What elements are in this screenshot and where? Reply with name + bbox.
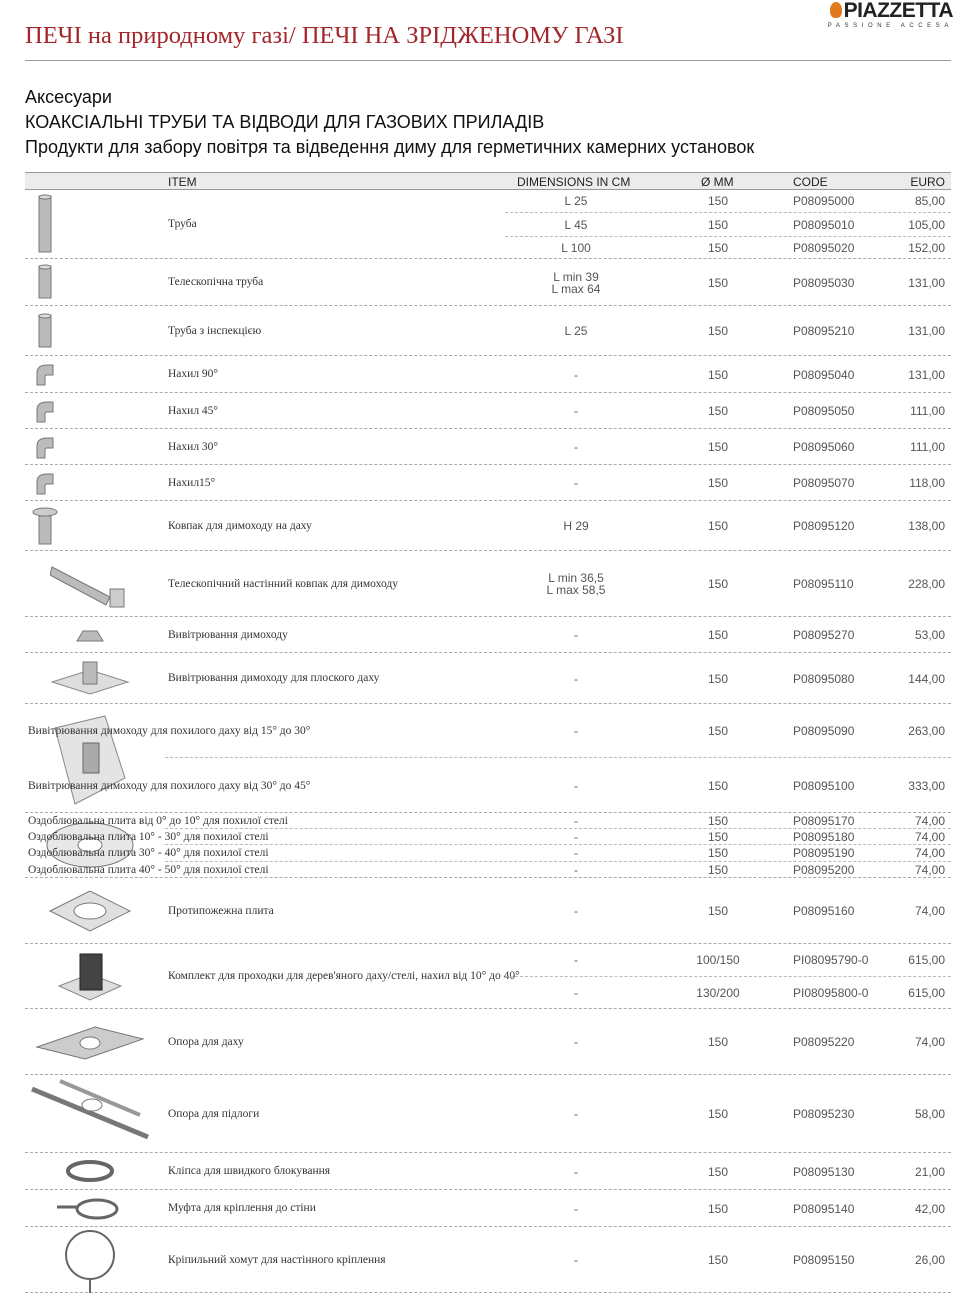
product-group bbox=[25, 704, 951, 813]
cell-dim: - bbox=[574, 1035, 578, 1049]
cell-euro: 111,00 bbox=[910, 404, 945, 418]
roof-pass-kit-icon bbox=[25, 944, 155, 1008]
cell-dim: L 100 bbox=[561, 241, 591, 255]
product-group bbox=[25, 653, 951, 704]
cell-code: P08095120 bbox=[793, 519, 855, 533]
cell-dim: L 45 bbox=[564, 217, 588, 232]
product-group bbox=[25, 356, 951, 393]
cell-name: Оздоблювальна плита 40° - 50° для похилої стелі bbox=[28, 864, 269, 876]
product-group bbox=[25, 944, 951, 1009]
cell-mm: 150 bbox=[707, 440, 729, 454]
table-row bbox=[28, 845, 951, 862]
cell-euro: 21,00 bbox=[914, 1164, 945, 1179]
product-group bbox=[25, 1075, 951, 1153]
product-name: Труба з інспекцією bbox=[168, 324, 262, 337]
cell-dim: L 25 bbox=[564, 324, 588, 338]
table-row bbox=[505, 977, 951, 1009]
cell-dim: - bbox=[574, 846, 578, 860]
table-row bbox=[505, 429, 951, 465]
cell-euro: 131,00 bbox=[908, 275, 945, 290]
cell-code: P08095040 bbox=[793, 367, 855, 382]
flat-roof-flashing-icon bbox=[25, 653, 155, 703]
cell-code: P08095090 bbox=[793, 723, 855, 738]
brand-tagline: PASSIONE ACCESA bbox=[827, 23, 953, 29]
table-row bbox=[505, 1227, 951, 1293]
section-description: Продукти для забору повітря та відведення диму для герметичних камерних установок bbox=[25, 137, 755, 157]
cell-mm: 150 bbox=[707, 829, 729, 844]
cell-euro: 74,00 bbox=[914, 846, 945, 860]
cell-euro: 26,00 bbox=[914, 1253, 945, 1267]
cell-mm: 150 bbox=[707, 519, 729, 533]
cell-euro: 152,00 bbox=[908, 241, 945, 255]
cell-mm: 150 bbox=[707, 241, 729, 255]
cell-dim: L min 36,5 L max 58,5 bbox=[546, 571, 606, 597]
cell-mm: 150 bbox=[707, 404, 729, 418]
cell-euro: 118,00 bbox=[909, 476, 945, 490]
cell-code: P08095100 bbox=[793, 778, 855, 793]
cell-euro: 74,00 bbox=[914, 813, 945, 828]
cell-name: Вивітрювання димоходу для похилого даху від 15° до 30° bbox=[28, 724, 311, 737]
product-group bbox=[25, 617, 951, 653]
product-group bbox=[25, 501, 951, 551]
elbow-30-icon bbox=[25, 429, 65, 464]
table-row bbox=[28, 758, 951, 813]
cell-code: P08095160 bbox=[793, 904, 855, 918]
wall-clamp-icon bbox=[25, 1227, 155, 1292]
cell-dim: H 29 bbox=[563, 519, 589, 533]
cell-euro: 615,00 bbox=[908, 986, 945, 1000]
cell-mm: 150 bbox=[707, 671, 729, 686]
table-row bbox=[28, 829, 951, 845]
roof-support-icon bbox=[25, 1009, 155, 1074]
brand-name: PIAZZETTA bbox=[843, 0, 953, 22]
cell-mm: 150 bbox=[707, 813, 729, 828]
cell-code: P08095180 bbox=[793, 829, 855, 844]
table-row bbox=[505, 878, 951, 944]
cell-code: PI08095800-0 bbox=[793, 986, 869, 1000]
cell-dim: - bbox=[574, 671, 578, 686]
cell-code: P08095270 bbox=[793, 628, 855, 642]
cell-name: Оздоблювальна плита 30° - 40° для похилої стелі bbox=[28, 847, 269, 859]
table-row bbox=[28, 704, 951, 758]
table-row bbox=[505, 1075, 951, 1153]
cell-dim: - bbox=[574, 1164, 578, 1179]
cell-mm: 150 bbox=[707, 217, 729, 232]
quick-clip-icon bbox=[25, 1153, 155, 1189]
cell-dim: - bbox=[574, 404, 578, 418]
table-row bbox=[505, 617, 951, 653]
product-group bbox=[25, 813, 951, 878]
cell-code: P08095080 bbox=[793, 671, 855, 686]
cell-code: P08095140 bbox=[793, 1201, 855, 1216]
cell-euro: 85,00 bbox=[914, 194, 945, 208]
elbow-45-icon bbox=[25, 393, 65, 428]
section-subheading: КОАКСІАЛЬНІ ТРУБИ ТА ВІДВОДИ ДЛЯ ГАЗОВИХ ПРИЛАДІВ bbox=[25, 112, 545, 132]
cell-code: P08095170 bbox=[793, 813, 855, 828]
cell-code: P08095010 bbox=[793, 217, 855, 232]
floor-support-icon bbox=[25, 1075, 155, 1152]
wall-sleeve-icon bbox=[25, 1190, 155, 1226]
cell-dim: - bbox=[574, 1253, 578, 1267]
cell-dim: L min 39 L max 64 bbox=[551, 269, 601, 296]
table-row bbox=[28, 813, 951, 829]
cell-code: P08095060 bbox=[793, 440, 855, 454]
product-name: Вивітрювання димоходу bbox=[168, 628, 288, 641]
roof-cap-icon bbox=[25, 501, 65, 550]
product-group bbox=[25, 465, 951, 501]
product-name: Кріпильний хомут для настінного кріплення bbox=[168, 1253, 386, 1266]
product-group bbox=[25, 1009, 951, 1075]
product-name: Кліпса для швидкого блокування bbox=[168, 1165, 331, 1177]
cell-mm: 150 bbox=[707, 1253, 729, 1267]
cell-mm: 150 bbox=[707, 577, 729, 591]
cell-name: Оздоблювальна плита від 0° до 10° для похилої стелі bbox=[28, 814, 288, 827]
elbow-15-icon bbox=[25, 465, 65, 500]
product-name: Протипожежна плита bbox=[168, 904, 274, 917]
cell-code: P08095220 bbox=[793, 1035, 855, 1049]
col-item: ITEM bbox=[168, 175, 197, 189]
product-name: Труба bbox=[168, 218, 197, 230]
product-name: Вивітрювання димоходу для плоского даху bbox=[168, 672, 380, 684]
cell-mm: 100/150 bbox=[696, 953, 740, 967]
table-row bbox=[505, 393, 951, 429]
cell-dim: - bbox=[574, 904, 578, 918]
table-header bbox=[25, 172, 951, 190]
table-row bbox=[505, 1009, 951, 1075]
cell-euro: 105,00 bbox=[908, 217, 945, 232]
product-name: Опора для підлоги bbox=[168, 1107, 260, 1120]
product-group bbox=[25, 306, 951, 356]
table-row bbox=[505, 1153, 951, 1190]
cell-code: P08095070 bbox=[793, 476, 855, 490]
cell-dim: - bbox=[574, 829, 578, 844]
cell-dim: - bbox=[574, 953, 578, 967]
product-name: Комплект для проходки для дерев'яного даху/стелі, нахил від 10° до 40° bbox=[168, 970, 520, 982]
product-group bbox=[25, 259, 951, 306]
cell-code: P08095020 bbox=[793, 241, 855, 255]
cell-euro: 131,00 bbox=[908, 367, 945, 382]
cell-code: P08095110 bbox=[793, 577, 854, 591]
cell-dim: - bbox=[574, 863, 578, 877]
cell-euro: 615,00 bbox=[908, 953, 945, 967]
cell-code: P08095190 bbox=[793, 846, 855, 860]
product-name: Опора для даху bbox=[168, 1035, 244, 1048]
cell-mm: 150 bbox=[707, 628, 729, 642]
cell-dim: - bbox=[574, 986, 578, 1000]
elbow-90-icon bbox=[25, 356, 65, 392]
product-group bbox=[25, 1227, 951, 1293]
cell-euro: 74,00 bbox=[914, 1035, 945, 1049]
cell-code: P08095030 bbox=[793, 275, 855, 290]
cell-euro: 53,00 bbox=[914, 628, 945, 642]
cell-mm: 130/200 bbox=[696, 986, 740, 1000]
product-name: Телескопічна труба bbox=[168, 276, 264, 288]
cell-euro: 138,00 bbox=[908, 519, 945, 533]
cell-dim: - bbox=[574, 778, 578, 793]
cell-euro: 74,00 bbox=[914, 904, 945, 918]
product-group bbox=[25, 393, 951, 429]
product-group bbox=[25, 551, 951, 617]
table-row bbox=[505, 213, 951, 237]
cell-euro: 111,00 bbox=[910, 440, 945, 454]
cell-name: Оздоблювальна плита 10° - 30° для похилої стелі bbox=[28, 830, 269, 843]
cell-mm: 150 bbox=[707, 1107, 729, 1121]
product-name: Нахил 90° bbox=[168, 368, 219, 380]
product-group bbox=[25, 429, 951, 465]
cell-mm: 150 bbox=[707, 367, 729, 382]
table-row bbox=[505, 237, 951, 259]
cell-dim: - bbox=[574, 1201, 578, 1216]
cell-euro: 131,00 bbox=[908, 324, 945, 338]
table-row bbox=[505, 944, 951, 977]
cell-code: P08095200 bbox=[793, 863, 855, 877]
cell-euro: 42,00 bbox=[914, 1201, 945, 1216]
table-row bbox=[505, 653, 951, 704]
cell-dim: L 25 bbox=[564, 194, 588, 208]
page-title: ПЕЧІ на природному газі/ ПЕЧІ НА ЗРІДЖЕНОМУ ГАЗІ bbox=[25, 22, 624, 49]
table-row bbox=[505, 190, 951, 213]
cell-code: PI08095790-0 bbox=[793, 953, 869, 967]
table-row bbox=[505, 501, 951, 551]
cell-euro: 144,00 bbox=[908, 671, 945, 686]
cell-dim: - bbox=[574, 1107, 578, 1121]
fire-plate-icon bbox=[25, 878, 155, 943]
cell-euro: 263,00 bbox=[908, 723, 945, 738]
flashing-icon bbox=[25, 617, 155, 652]
table-row bbox=[505, 306, 951, 356]
title-divider bbox=[25, 60, 951, 61]
cell-mm: 150 bbox=[707, 1201, 729, 1216]
table-row bbox=[505, 465, 951, 501]
col-mm: Ø MM bbox=[701, 175, 734, 189]
cell-mm: 150 bbox=[707, 904, 729, 918]
cell-mm: 150 bbox=[707, 324, 729, 338]
cell-code: P08095130 bbox=[793, 1164, 855, 1179]
cell-code: P08095050 bbox=[793, 404, 855, 418]
cell-code: P08095150 bbox=[793, 1253, 855, 1267]
product-name: Нахил 30° bbox=[168, 440, 219, 453]
cell-mm: 150 bbox=[707, 194, 729, 208]
cell-mm: 150 bbox=[707, 275, 729, 290]
wall-cap-icon bbox=[25, 551, 155, 616]
product-name: Телескопічний настінний ковпак для димоходу bbox=[168, 577, 398, 590]
cell-euro: 58,00 bbox=[914, 1107, 945, 1121]
cell-mm: 150 bbox=[707, 1164, 729, 1179]
cell-mm: 150 bbox=[707, 778, 729, 793]
cell-mm: 150 bbox=[707, 863, 729, 877]
cell-mm: 150 bbox=[707, 846, 729, 860]
cell-name: Вивітрювання димоходу для похилого даху від 30° до 45° bbox=[28, 779, 311, 792]
cell-code: P08095210 bbox=[793, 324, 855, 338]
cell-dim: - bbox=[574, 367, 578, 382]
product-group bbox=[25, 1153, 951, 1190]
table-row bbox=[28, 862, 951, 878]
product-group bbox=[25, 878, 951, 944]
table-row bbox=[505, 356, 951, 393]
table-row bbox=[505, 551, 951, 617]
product-group bbox=[25, 190, 951, 259]
cell-euro: 74,00 bbox=[914, 829, 945, 844]
product-name: Ковпак для димоходу на даху bbox=[168, 519, 312, 532]
col-euro: EURO bbox=[910, 175, 945, 189]
cell-dim: - bbox=[574, 813, 578, 828]
cell-mm: 150 bbox=[707, 723, 729, 738]
cell-dim: - bbox=[574, 440, 578, 454]
product-group bbox=[25, 1190, 951, 1227]
cell-euro: 228,00 bbox=[908, 577, 945, 591]
cell-dim: - bbox=[574, 723, 578, 738]
inspection-pipe-icon bbox=[25, 306, 65, 355]
section-heading: Аксесуари bbox=[25, 87, 112, 107]
cell-code: P08095230 bbox=[793, 1107, 855, 1121]
table-row bbox=[505, 1190, 951, 1227]
product-name: Нахил 45° bbox=[168, 404, 219, 417]
product-name: Нахил15° bbox=[168, 476, 216, 489]
cell-code: P08095000 bbox=[793, 194, 855, 208]
cell-euro: 74,00 bbox=[914, 863, 945, 877]
cell-dim: - bbox=[574, 628, 578, 642]
cell-mm: 150 bbox=[707, 476, 729, 490]
flame-icon bbox=[830, 2, 842, 18]
col-dimensions: DIMENSIONS IN CM bbox=[517, 175, 631, 189]
product-name: Муфта для кріплення до стіни bbox=[168, 1202, 316, 1214]
pipe-icon bbox=[25, 190, 65, 258]
table-body bbox=[0, 190, 963, 1293]
brand-logo bbox=[828, 0, 953, 30]
cell-dim: - bbox=[574, 476, 578, 490]
table-row bbox=[505, 259, 951, 306]
telescopic-pipe-icon bbox=[25, 259, 65, 305]
cell-mm: 150 bbox=[707, 1035, 729, 1049]
cell-euro: 333,00 bbox=[908, 778, 945, 793]
col-code: CODE bbox=[793, 175, 828, 189]
